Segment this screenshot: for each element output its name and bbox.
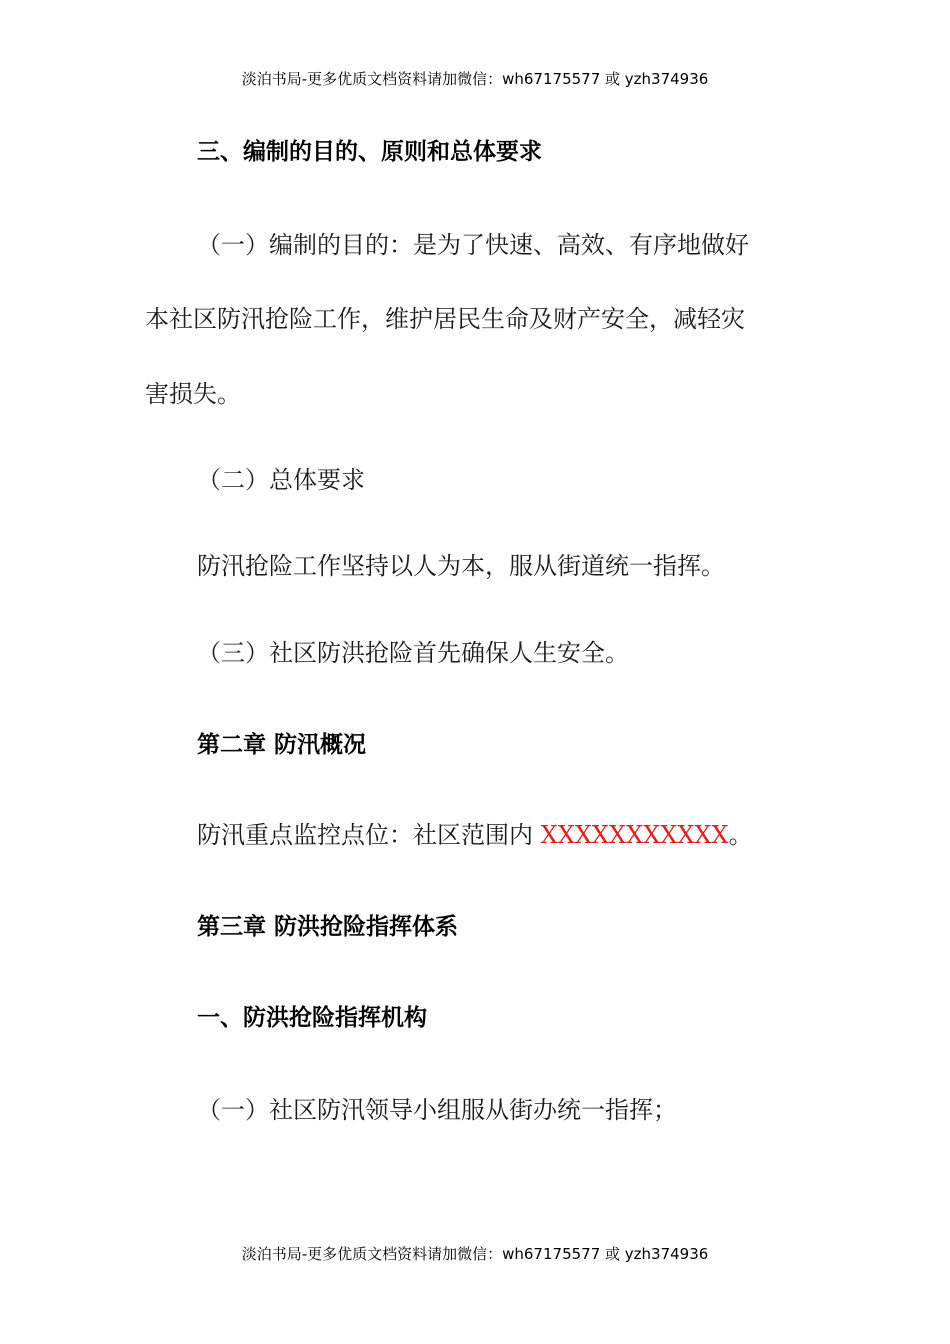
header-watermark: 淡泊书局-更多优质文档资料请加微信：wh67175577 或 yzh374936 — [241, 70, 709, 88]
safety-priority-text: （三）社区防洪抢险首先确保人生安全。 — [197, 639, 629, 667]
chapter-3-heading: 第三章 防洪抢险指挥体系 — [197, 914, 459, 940]
monitoring-points-label: 防汛重点监控点位：社区范围内 — [197, 821, 541, 849]
purpose-line-3: 害损失。 — [145, 380, 241, 408]
chapter-2-heading: 第二章 防汛概况 — [197, 732, 367, 758]
purpose-line-1: （一）编制的目的：是为了快速、高效、有序地做好 — [197, 231, 749, 259]
command-organization-item-1: （一）社区防汛领导小组服从街办统一指挥； — [197, 1096, 677, 1124]
monitoring-points-line — [197, 819, 753, 851]
footer-watermark: 淡泊书局-更多优质文档资料请加微信：wh67175577 或 yzh374936 — [241, 1245, 709, 1263]
purpose-line-2: 本社区防汛抢险工作，维护居民生命及财产安全，减轻灾 — [145, 305, 745, 333]
command-organization-heading: 一、防洪抢险指挥机构 — [197, 1005, 427, 1031]
monitoring-points-period: 。 — [728, 821, 753, 849]
section-3-heading: 三、编制的目的、原则和总体要求 — [197, 139, 542, 165]
placeholder-location: XXXXXXXXXXX — [540, 821, 729, 849]
general-requirements-heading: （二）总体要求 — [197, 466, 365, 494]
general-requirements-text: 防汛抢险工作坚持以人为本，服从街道统一指挥。 — [197, 552, 725, 580]
